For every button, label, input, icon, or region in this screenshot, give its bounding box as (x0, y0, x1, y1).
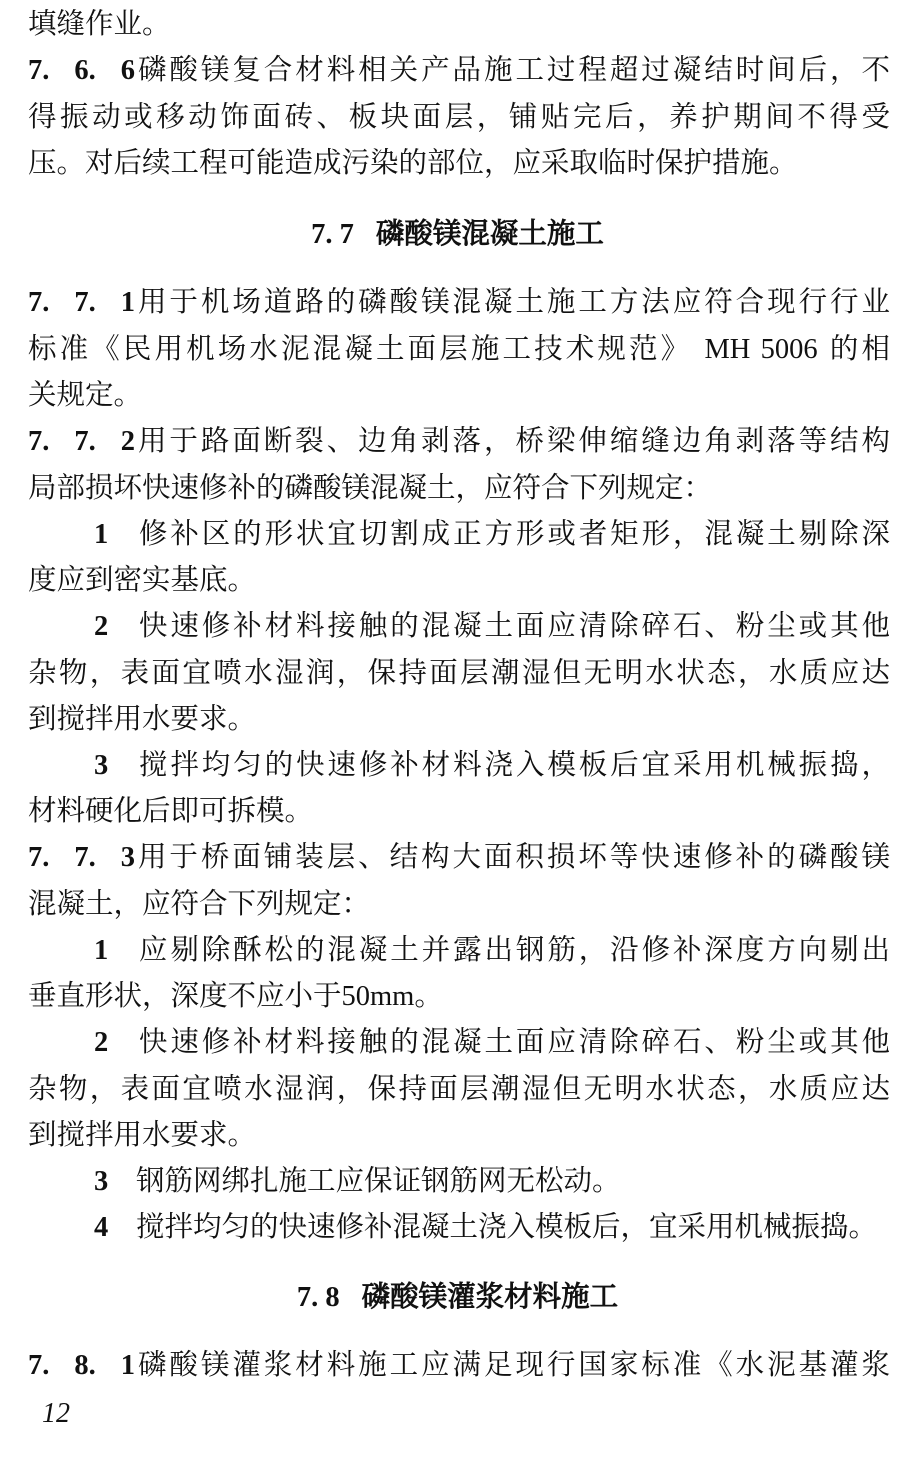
section-title: 磷酸镁灌浆材料施工 (361, 1279, 619, 1313)
clause-7-8-1 (28, 1345, 890, 1385)
clause-7-7-3 (28, 837, 890, 877)
item-number: 2 (94, 611, 109, 642)
item-number: 2 (94, 1027, 109, 1058)
list-item (28, 606, 890, 646)
paragraph-text: 压。对后续工程可能造成污染的部位，应采取临时保护措施。 (28, 146, 798, 179)
text-line (28, 791, 890, 831)
clause-text: 用于路面断裂、边角剥落，桥梁伸缩缝边角剥落等结构 (135, 424, 890, 457)
item-text: 钢筋网绑扎施工应保证钢筋网无松动。 (136, 1164, 621, 1197)
paragraph-text: 关规定。 (28, 378, 143, 411)
paragraph-text: 得振动或移动饰面砖、板块面层，铺贴完后，养护期间不得受 (28, 100, 890, 133)
clause-text: 用于桥面铺装层、结构大面积损坏等快速修补的磷酸镁 (135, 840, 890, 873)
section-number: 7. 7 (311, 219, 354, 250)
text-line (28, 468, 890, 508)
paragraph-text: 的相 (829, 332, 890, 365)
clause-number: 7. 8. 1 (28, 1350, 135, 1381)
page-number: 12 (42, 1398, 70, 1429)
text-line (28, 560, 890, 600)
text-line (28, 4, 890, 44)
list-item (28, 514, 890, 554)
item-number: 1 (94, 519, 109, 550)
paragraph-text: 垂直形状，深度不应小于 (28, 979, 342, 1012)
text-line (28, 884, 890, 924)
paragraph-text: 混凝土，应符合下列规定： (28, 887, 371, 920)
item-text: 快速修补材料接触的混凝土面应清除碎石、粉尘或其他 (136, 609, 890, 642)
clause-number: 7. 7. 3 (28, 842, 135, 873)
item-number: 3 (94, 750, 109, 781)
paragraph-text: 到搅拌用水要求。 (28, 1118, 257, 1151)
text-line (28, 97, 890, 137)
clause-7-7-2 (28, 421, 890, 461)
section-heading-7-8 (0, 1276, 915, 1316)
paragraph-text: 度应到密实基底。 (28, 563, 257, 596)
clause-text: 用于机场道路的磷酸镁混凝土施工方法应符合现行行业 (135, 285, 890, 318)
measurement-value: 50mm (341, 981, 415, 1012)
text-line (28, 976, 890, 1016)
text-line (28, 143, 890, 183)
item-text: 修补区的形状宜切割成正方形或者矩形，混凝土剔除深 (136, 517, 890, 550)
clause-text: 磷酸镁复合材料相关产品施工过程超过凝结时间后，不 (135, 53, 890, 86)
item-text: 应剔除酥松的混凝土并露出钢筋，沿修补深度方向剔出 (136, 933, 890, 966)
clause-number: 7. 7. 1 (28, 287, 135, 318)
clause-7-6-6 (28, 50, 890, 90)
list-item (28, 930, 890, 970)
clause-number: 7. 7. 2 (28, 426, 135, 457)
item-text: 搅拌均匀的快速修补混凝土浇入模板后，宜采用机械振捣。 (136, 1210, 878, 1243)
clause-number: 7. 6. 6 (28, 55, 135, 86)
paragraph-text: 局部损坏快速修补的磷酸镁混凝土，应符合下列规定： (28, 471, 713, 504)
text-line (28, 653, 890, 693)
paragraph-text: 材料硬化后即可拆模。 (28, 794, 314, 827)
list-item (28, 745, 890, 785)
item-number: 1 (94, 935, 109, 966)
text-line (28, 699, 890, 739)
item-text: 搅拌均匀的快速修补材料浇入模板后宜采用机械振捣， (136, 748, 890, 781)
text-line (28, 1069, 890, 1109)
section-number: 7. 8 (296, 1282, 340, 1313)
list-item (28, 1207, 890, 1247)
paragraph-text: 标准《民用机场水泥混凝土面层施工技术规范》 (28, 332, 693, 365)
paragraph-text: 到搅拌用水要求。 (28, 702, 257, 735)
standard-code: MH 5006 (704, 334, 818, 365)
clause-7-7-1 (28, 282, 890, 322)
item-number: 3 (94, 1166, 109, 1197)
section-title: 磷酸镁混凝土施工 (375, 216, 604, 250)
item-text: 快速修补材料接触的混凝土面应清除碎石、粉尘或其他 (136, 1025, 890, 1058)
list-item (28, 1161, 890, 1201)
paragraph-text: 填缝作业。 (28, 7, 171, 40)
text-line (28, 1115, 890, 1155)
clause-text: 磷酸镁灌浆材料施工应满足现行国家标准《水泥基灌浆 (135, 1348, 890, 1381)
section-heading-7-7 (0, 213, 915, 253)
item-number: 4 (94, 1212, 109, 1243)
paragraph-text: 。 (414, 979, 443, 1012)
text-line (28, 329, 890, 369)
text-line (28, 375, 890, 415)
paragraph-text: 杂物，表面宜喷水湿润，保持面层潮湿但无明水状态，水质应达 (28, 656, 890, 689)
paragraph-text: 杂物，表面宜喷水湿润，保持面层潮湿但无明水状态，水质应达 (28, 1072, 890, 1105)
list-item (28, 1022, 890, 1062)
